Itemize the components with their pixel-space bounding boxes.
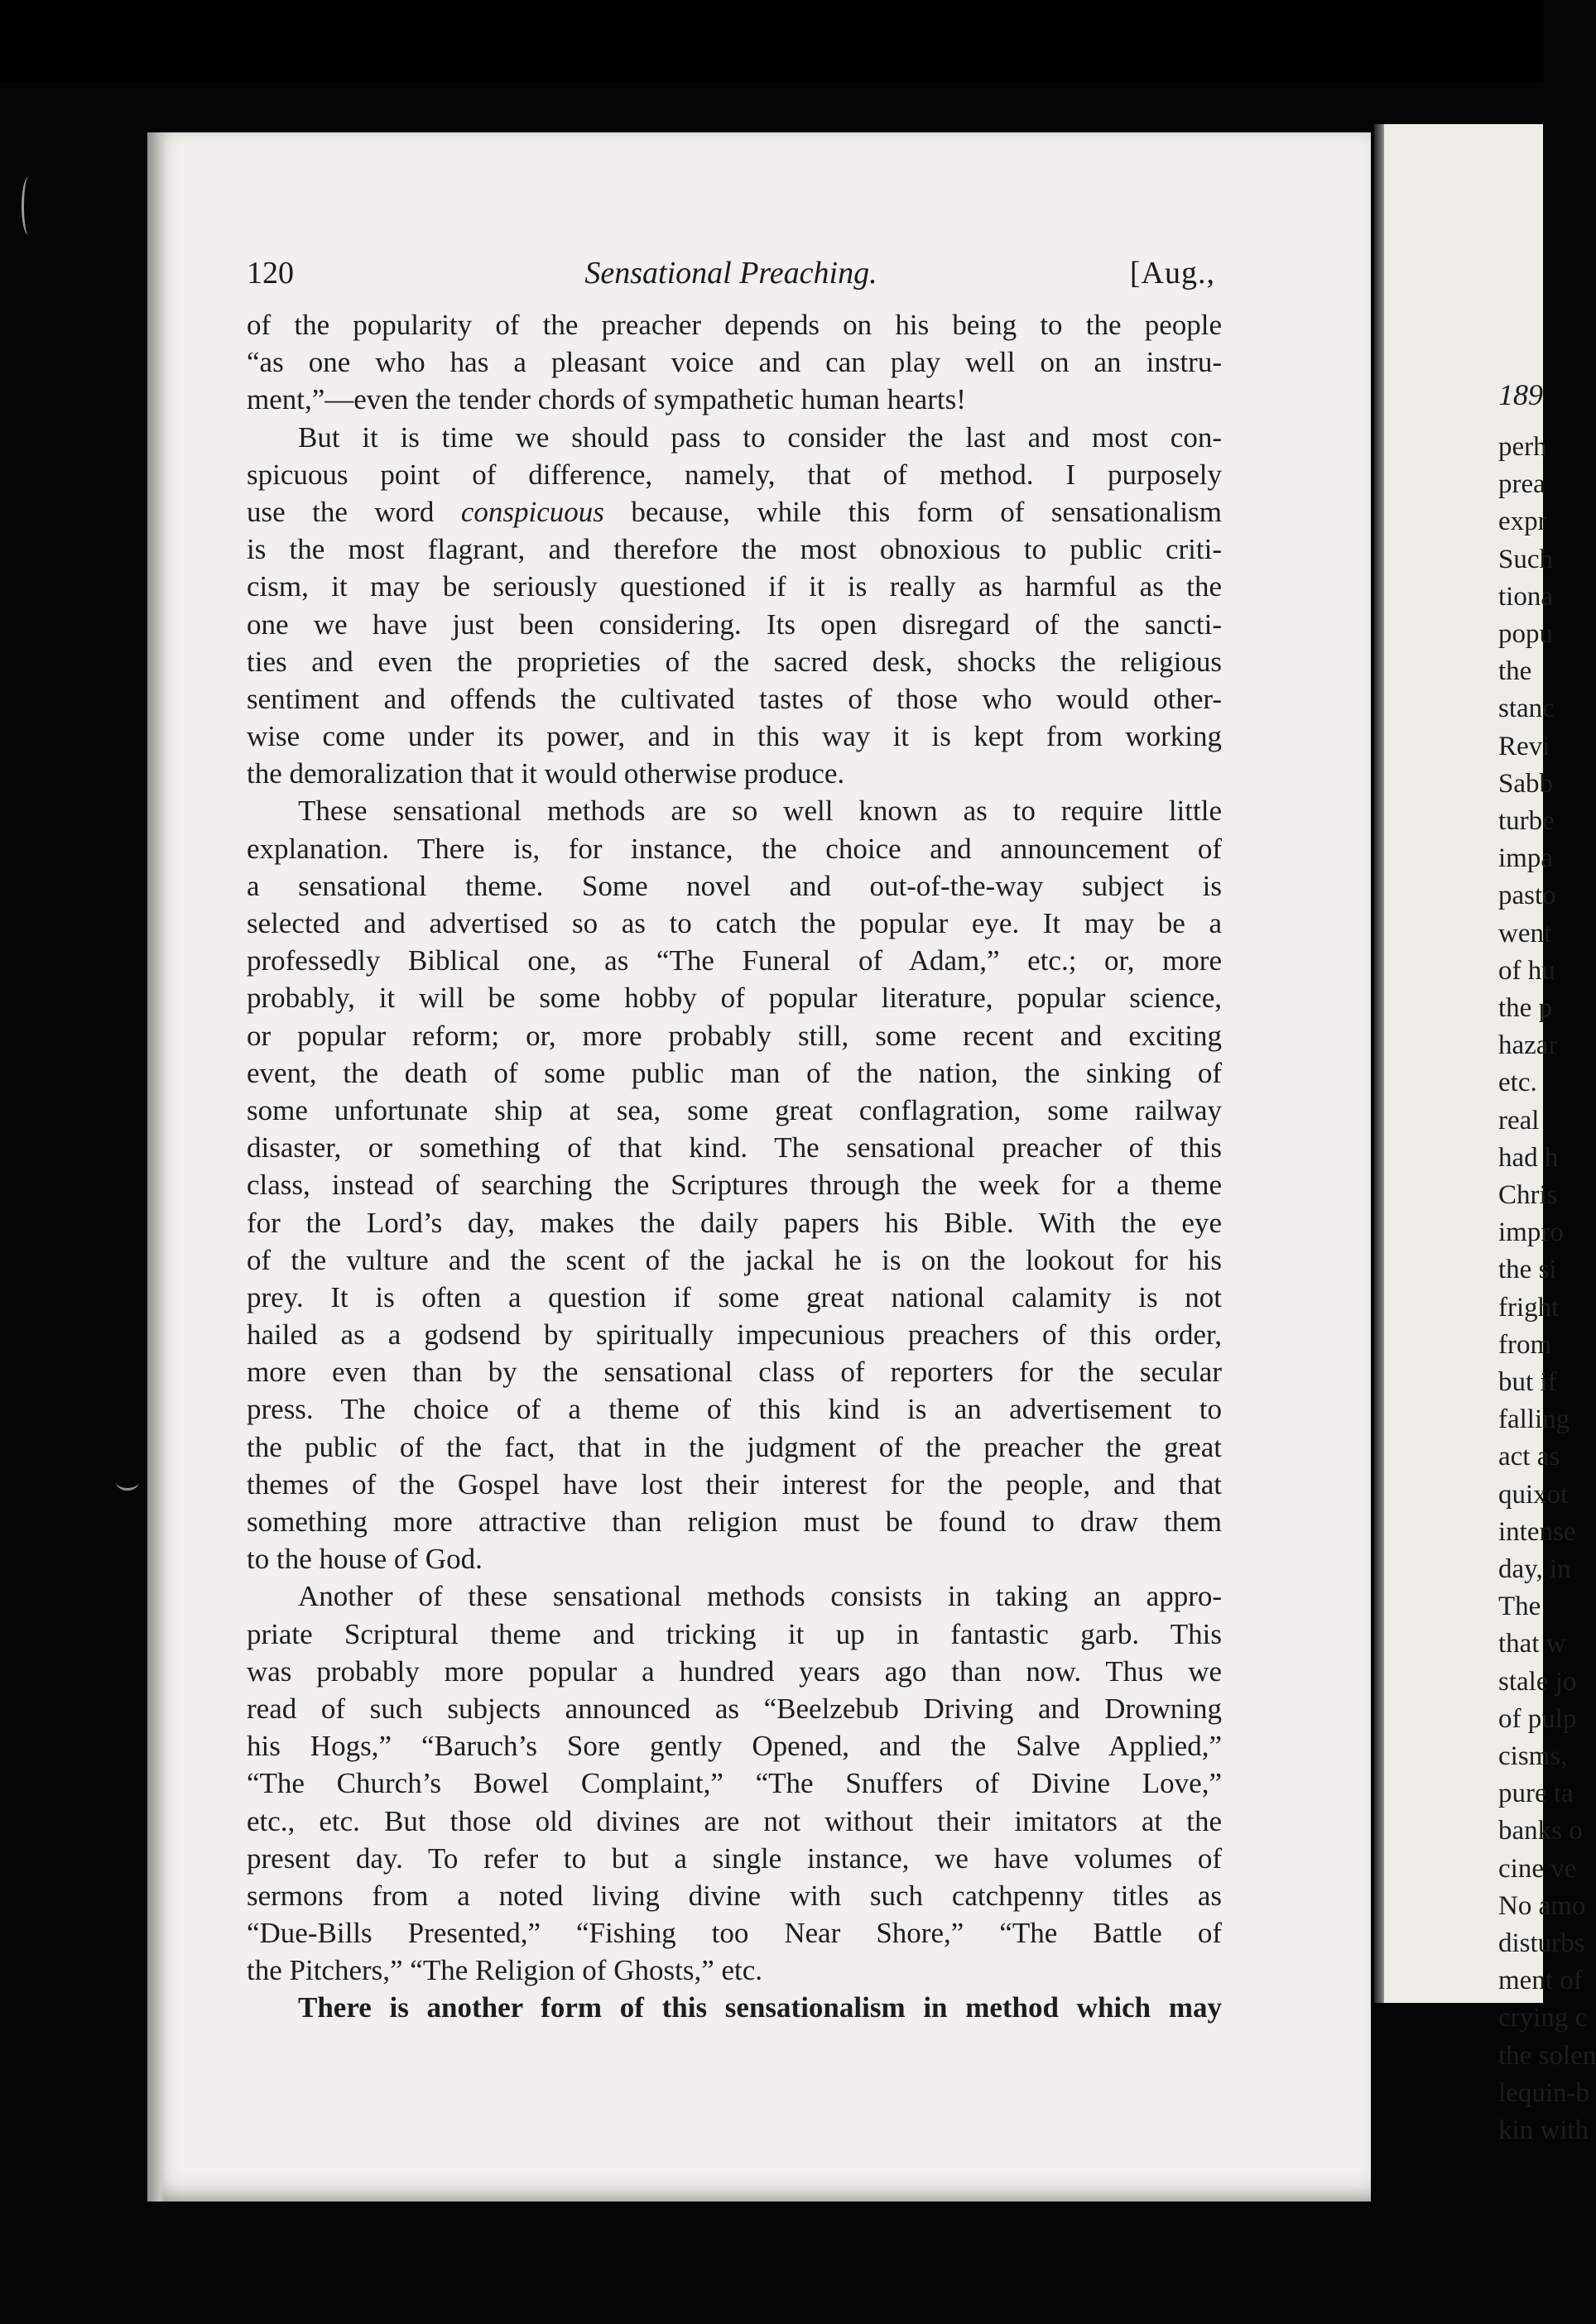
right-page-line: had h bbox=[1498, 1142, 1559, 1173]
text-line: of the popularity of the preacher depends on his being to the people bbox=[247, 309, 1222, 341]
right-page-line: lequin-b bbox=[1498, 2077, 1589, 2108]
running-title: Sensational Preaching. bbox=[584, 256, 877, 290]
text-line: There is another form of this sensationalism in method which may bbox=[298, 1991, 1222, 2024]
body-text bbox=[247, 306, 1222, 2027]
text-line: was probably more popular a hundred years ago than now. Thus we bbox=[247, 1654, 1222, 1688]
text-line: sermons from a noted living divine with such catchpenny titles as bbox=[247, 1879, 1222, 1912]
text-line: is the most flagrant, and therefore the most obnoxious to public criti- bbox=[247, 533, 1222, 566]
text-line: themes of the Gospel have lost their interest for the people, and that bbox=[247, 1467, 1222, 1501]
right-page-line: disturbs bbox=[1498, 1928, 1585, 1958]
text-line: present day. To refer to but a single instance, we have volumes of bbox=[247, 1841, 1222, 1875]
right-page-folio: 189 bbox=[1498, 378, 1543, 411]
right-page-line: impro bbox=[1498, 1217, 1564, 1248]
right-page-line: stale jo bbox=[1498, 1666, 1577, 1697]
text-line: spicuous point of difference, namely, that of method. I purposely bbox=[247, 458, 1222, 491]
right-page-line: fright bbox=[1498, 1292, 1560, 1323]
right-page-line: quixot bbox=[1498, 1479, 1569, 1510]
right-page-line: prea bbox=[1498, 469, 1546, 500]
scan-edge-mark-lower bbox=[116, 1473, 139, 1491]
text-line: or popular reform; or, more probably still, some recent and exciting bbox=[247, 1019, 1222, 1052]
text-line: “Due-Bills Presented,” “Fishing too Near Shore,” “The Battle of bbox=[247, 1917, 1222, 1950]
text-line: ties and even the proprieties of the sacred desk, shocks the religious bbox=[247, 645, 1222, 678]
right-page-line: kin with bbox=[1498, 2115, 1589, 2145]
text-line: sentiment and offends the cultivated tastes of those who would other- bbox=[247, 682, 1222, 715]
text-line: etc., etc. But those old divines are not without their imitators at the bbox=[247, 1804, 1222, 1837]
right-page-line: the solen bbox=[1498, 2040, 1596, 2071]
right-page-line: Such bbox=[1498, 544, 1553, 574]
text-line: his Hogs,” “Baruch’s Sore gently Opened, and the Salve Applied,” bbox=[247, 1730, 1222, 1763]
text-line: selected and advertised so as to catch the popular eye. It may be a bbox=[247, 907, 1222, 939]
right-page-line: popu bbox=[1498, 619, 1553, 649]
right-page-line: day, in bbox=[1498, 1554, 1571, 1584]
right-page-line: intense bbox=[1498, 1516, 1576, 1547]
right-page-line: Revi bbox=[1498, 731, 1550, 761]
right-page-line: the p bbox=[1498, 993, 1553, 1023]
right-page-line: No amo bbox=[1498, 1890, 1586, 1921]
text-line: to the house of God. bbox=[247, 1543, 483, 1576]
text-line: disaster, or something of that kind. The sensational preacher of this bbox=[247, 1131, 1222, 1164]
right-page-line: cine ve bbox=[1498, 1853, 1577, 1884]
right-page-line: from bbox=[1498, 1329, 1552, 1360]
right-page-line: impa bbox=[1498, 843, 1553, 874]
right-page-line: falling bbox=[1498, 1404, 1570, 1435]
text-line: the public of the fact, that in the judgment of the preacher the great bbox=[247, 1430, 1222, 1463]
text-line: ment,”—even the tender chords of sympathetic human hearts! bbox=[247, 383, 966, 416]
text-line: one we have just been considering. Its open disregard of the sancti- bbox=[247, 607, 1222, 641]
page-number: 120 bbox=[247, 256, 294, 290]
text-line: prey. It is often a question if some great national calamity is not bbox=[247, 1280, 1222, 1313]
right-page-line: of hu bbox=[1498, 955, 1555, 986]
text-line: press. The choice of a theme of this kind is an advertisement to bbox=[247, 1393, 1222, 1426]
right-page-line: Sabb bbox=[1498, 768, 1553, 799]
book-page-right bbox=[1384, 124, 1596, 2145]
right-page-line: cisms, bbox=[1498, 1741, 1568, 1771]
scan-top-border bbox=[0, 0, 1543, 83]
right-page-line: pure ta bbox=[1498, 1779, 1574, 1809]
text-line: probably, it will be some hobby of popular literature, popular science, bbox=[247, 982, 1222, 1015]
right-page-line: expr bbox=[1498, 507, 1547, 537]
right-page-line: stanc bbox=[1498, 694, 1555, 724]
right-page-line: but if bbox=[1498, 1367, 1557, 1397]
text-line: read of such subjects announced as “Beelzebub Driving and Drowning bbox=[247, 1692, 1222, 1725]
right-page-line: act as bbox=[1498, 1442, 1560, 1472]
text-line: “The Church’s Bowel Complaint,” “The Snuffers of Divine Love,” bbox=[247, 1767, 1222, 1800]
right-page-line: real bbox=[1498, 1105, 1540, 1136]
right-page-line: went bbox=[1498, 918, 1552, 948]
text-line: the demoralization that it would otherwise produce. bbox=[247, 757, 845, 790]
text-line: priate Scriptural theme and tricking it up in fantastic garb. This bbox=[247, 1617, 1222, 1650]
running-date: [Aug., bbox=[1129, 256, 1215, 290]
text-line: wise come under its power, and in this way it is kept from working bbox=[247, 720, 1222, 753]
right-page-line: crying c bbox=[1498, 2003, 1588, 2034]
text-line: “as one who has a pleasant voice and can play well on an instru- bbox=[247, 346, 1222, 379]
right-page-line: banks o bbox=[1498, 1816, 1583, 1846]
text-line: some unfortunate ship at sea, some great conflagration, some railway bbox=[247, 1093, 1222, 1126]
right-page-line: the si bbox=[1498, 1255, 1557, 1285]
right-page-line: perh bbox=[1498, 432, 1547, 462]
text-line: hailed as a godsend by spiritually impecunious preachers of this order, bbox=[247, 1318, 1222, 1352]
right-page-line: Chris bbox=[1498, 1180, 1558, 1210]
text-line: a sensational theme. Some novel and out-of-the-way subject is bbox=[247, 869, 1222, 902]
right-page-line: The bbox=[1498, 1592, 1541, 1622]
text-line: use the word conspicuous because, while this form of sensationalism bbox=[247, 495, 1222, 528]
text-line: explanation. There is, for instance, the choice and announcement of bbox=[247, 832, 1222, 865]
text-line: event, the death of some public man of the nation, the sinking of bbox=[247, 1056, 1222, 1089]
running-head bbox=[247, 255, 1215, 291]
right-page-line: tiona bbox=[1498, 581, 1553, 612]
text-line: of the vulture and the scent of the jackal he is on the lookout for his bbox=[247, 1243, 1222, 1276]
page-spine-shadow bbox=[147, 132, 166, 2202]
text-line: class, instead of searching the Scriptures through the week for a theme bbox=[247, 1169, 1222, 1202]
right-page-line: etc. bbox=[1498, 1068, 1537, 1098]
right-page-line: the bbox=[1498, 656, 1532, 687]
emphasis: conspicuous bbox=[460, 495, 604, 528]
text-line: the Pitchers,” “The Religion of Ghosts,” etc. bbox=[247, 1954, 763, 1987]
right-page-line: that w bbox=[1498, 1629, 1566, 1659]
text-line: professedly Biblical one, as “The Funeral of Adam,” etc.; or, more bbox=[247, 944, 1222, 977]
text-line: for the Lord’s day, makes the daily papers his Bible. With the eye bbox=[247, 1206, 1222, 1239]
right-page-line: ment of bbox=[1498, 1966, 1583, 1996]
text-line: something more attractive than religion must be found to draw them bbox=[247, 1505, 1222, 1538]
text-line: cism, it may be seriously questioned if it is really as harmful as the bbox=[247, 570, 1222, 603]
text-line: But it is time we should pass to consider the last and most con- bbox=[298, 420, 1222, 454]
right-page-line: hazar bbox=[1498, 1030, 1558, 1061]
right-page-line: of pulp bbox=[1498, 1703, 1577, 1734]
scan-edge-mark bbox=[22, 177, 36, 235]
text-line: These sensational methods are so well known as to require little bbox=[298, 795, 1222, 828]
text-line: Another of these sensational methods consists in taking an appro- bbox=[298, 1580, 1222, 1613]
text-line: more even than by the sensational class of reporters for the secular bbox=[247, 1356, 1222, 1389]
right-page-line: turbe bbox=[1498, 806, 1555, 836]
right-page-line: pasto bbox=[1498, 881, 1556, 911]
